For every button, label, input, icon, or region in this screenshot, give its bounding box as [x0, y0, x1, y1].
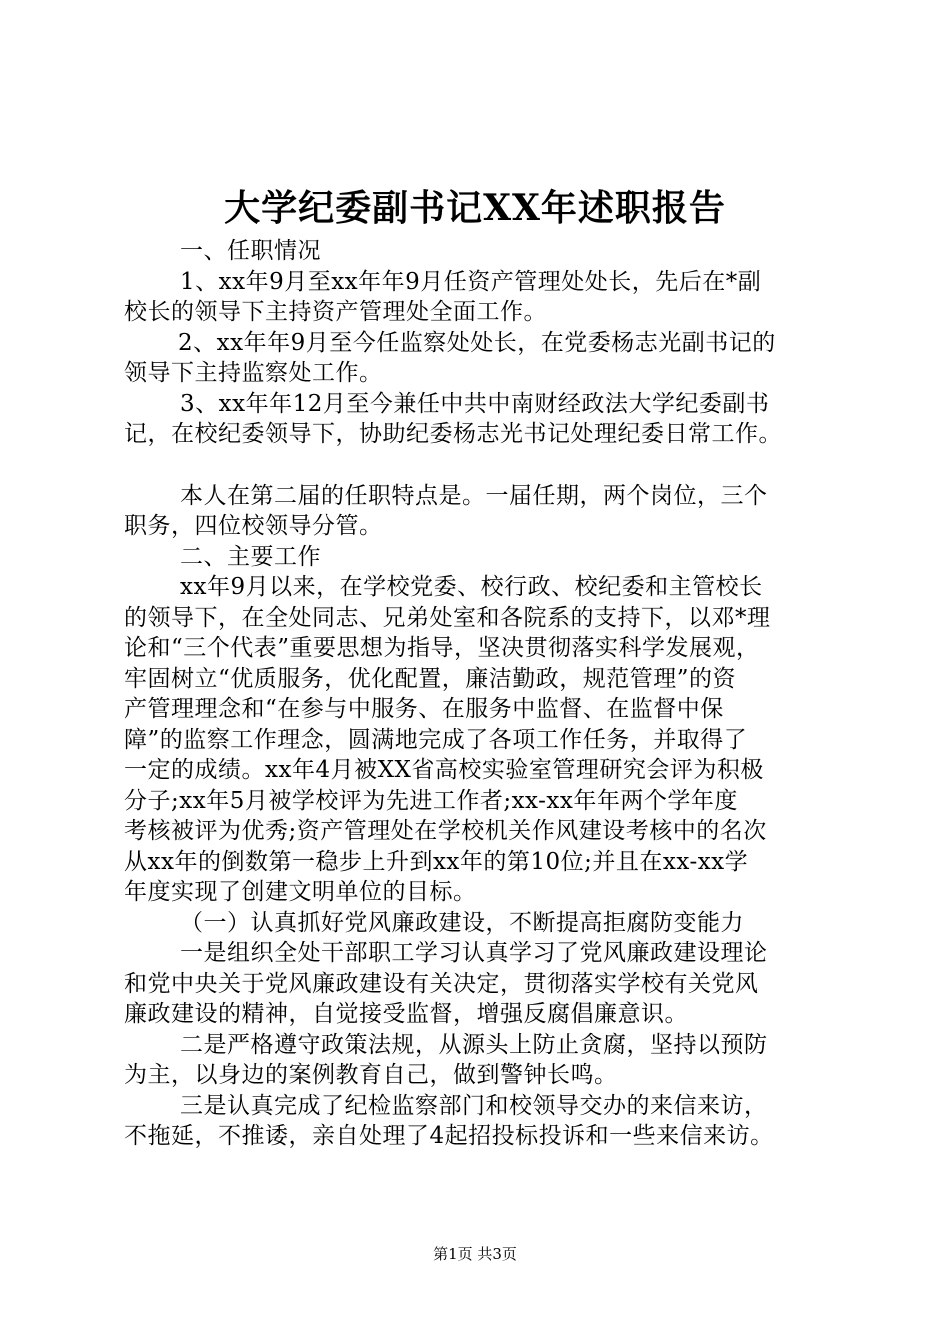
paragraph-line: 3、xx年年12月至今兼任中共中南财经政法大学纪委副书	[180, 390, 770, 417]
paragraph-line: 一是组织全处干部职工学习认真学习了党风廉政建设理论	[180, 940, 768, 966]
subsection-heading: （一）认真抓好党风廉政建设，不断提高拒腐防变能力	[180, 909, 744, 936]
paragraph-line: 障”的监察工作理念，圆满地完成了各项工作任务，并取得了	[124, 726, 748, 753]
paragraph-line: 二是严格遵守政策法规，从源头上防止贪腐，坚持以预防	[180, 1031, 768, 1058]
document-body	[124, 236, 840, 1152]
paragraph-line: 本人在第二届的任职特点是。一届任期，两个岗位，三个	[180, 482, 768, 509]
document-title: 大学纪委副书记XX年述职报告	[224, 187, 726, 229]
paragraph-line: 为主，以身边的案例教育自己，做到警钟长鸣。	[124, 1062, 618, 1088]
paragraph-line: 年度实现了创建文明单位的目标。	[124, 879, 477, 905]
paragraph-line: 牢固树立“优质服务，优化配置，廉洁勤政，规范管理”的资	[124, 665, 737, 692]
blank-line	[124, 450, 840, 481]
paragraph-line: 三是认真完成了纪检监察部门和校领导交办的来信来访，	[180, 1092, 768, 1119]
paragraph-line: 论和“三个代表”重要思想为指导，坚决贯彻落实科学发展观，	[124, 635, 760, 661]
paragraph-line: 的领导下，在全处同志、兄弟处室和各院系的支持下，以邓*理	[124, 604, 771, 631]
paragraph-line: 产管理理念和“在参与中服务、在服务中监督、在监督中保	[124, 696, 724, 722]
section-heading: 二、主要工作	[180, 543, 321, 570]
page-number-footer: 第1页 共3页	[433, 1245, 517, 1263]
paragraph-line: 不拖延，不推诿，亲自处理了4起招投标投诉和一些来信来访。	[124, 1123, 774, 1149]
paragraph-line: 2、xx年年9月至今任监察处处长，在党委杨志光副书记的	[178, 329, 776, 356]
paragraph-line: 一定的成绩。xx年4月被XX省高校实验室管理研究会评为积极	[124, 757, 764, 783]
section-heading: 一、任职情况	[180, 238, 321, 264]
paragraph-line: 记，在校纪委领导下，协助纪委杨志光书记处理纪委日常工作。	[124, 421, 782, 447]
paragraph-line: 1、xx年9月至xx年年9月任资产管理处处长，先后在*副	[180, 268, 762, 295]
paragraph-line: 从xx年的倒数第一稳步上升到xx年的第10位;并且在xx-xx学	[124, 848, 749, 875]
paragraph-line: xx年9月以来，在学校党委、校行政、校纪委和主管校长	[180, 574, 763, 600]
paragraph-line: 职务，四位校领导分管。	[124, 513, 383, 539]
paragraph-line: 廉政建设的精神，自觉接受监督，增强反腐倡廉意识。	[124, 1001, 688, 1027]
paragraph-line: 和党中央关于党风廉政建设有关决定，贯彻落实学校有关党风	[124, 970, 759, 997]
paragraph-line: 分子;xx年5月被学校评为先进工作者;xx-xx年年两个学年度	[124, 787, 738, 814]
paragraph-line: 领导下主持监察处工作。	[124, 360, 383, 386]
paragraph-line: 校长的领导下主持资产管理处全面工作。	[124, 299, 547, 325]
paragraph-line: 考核被评为优秀;资产管理处在学校机关作风建设考核中的名次	[124, 818, 767, 844]
